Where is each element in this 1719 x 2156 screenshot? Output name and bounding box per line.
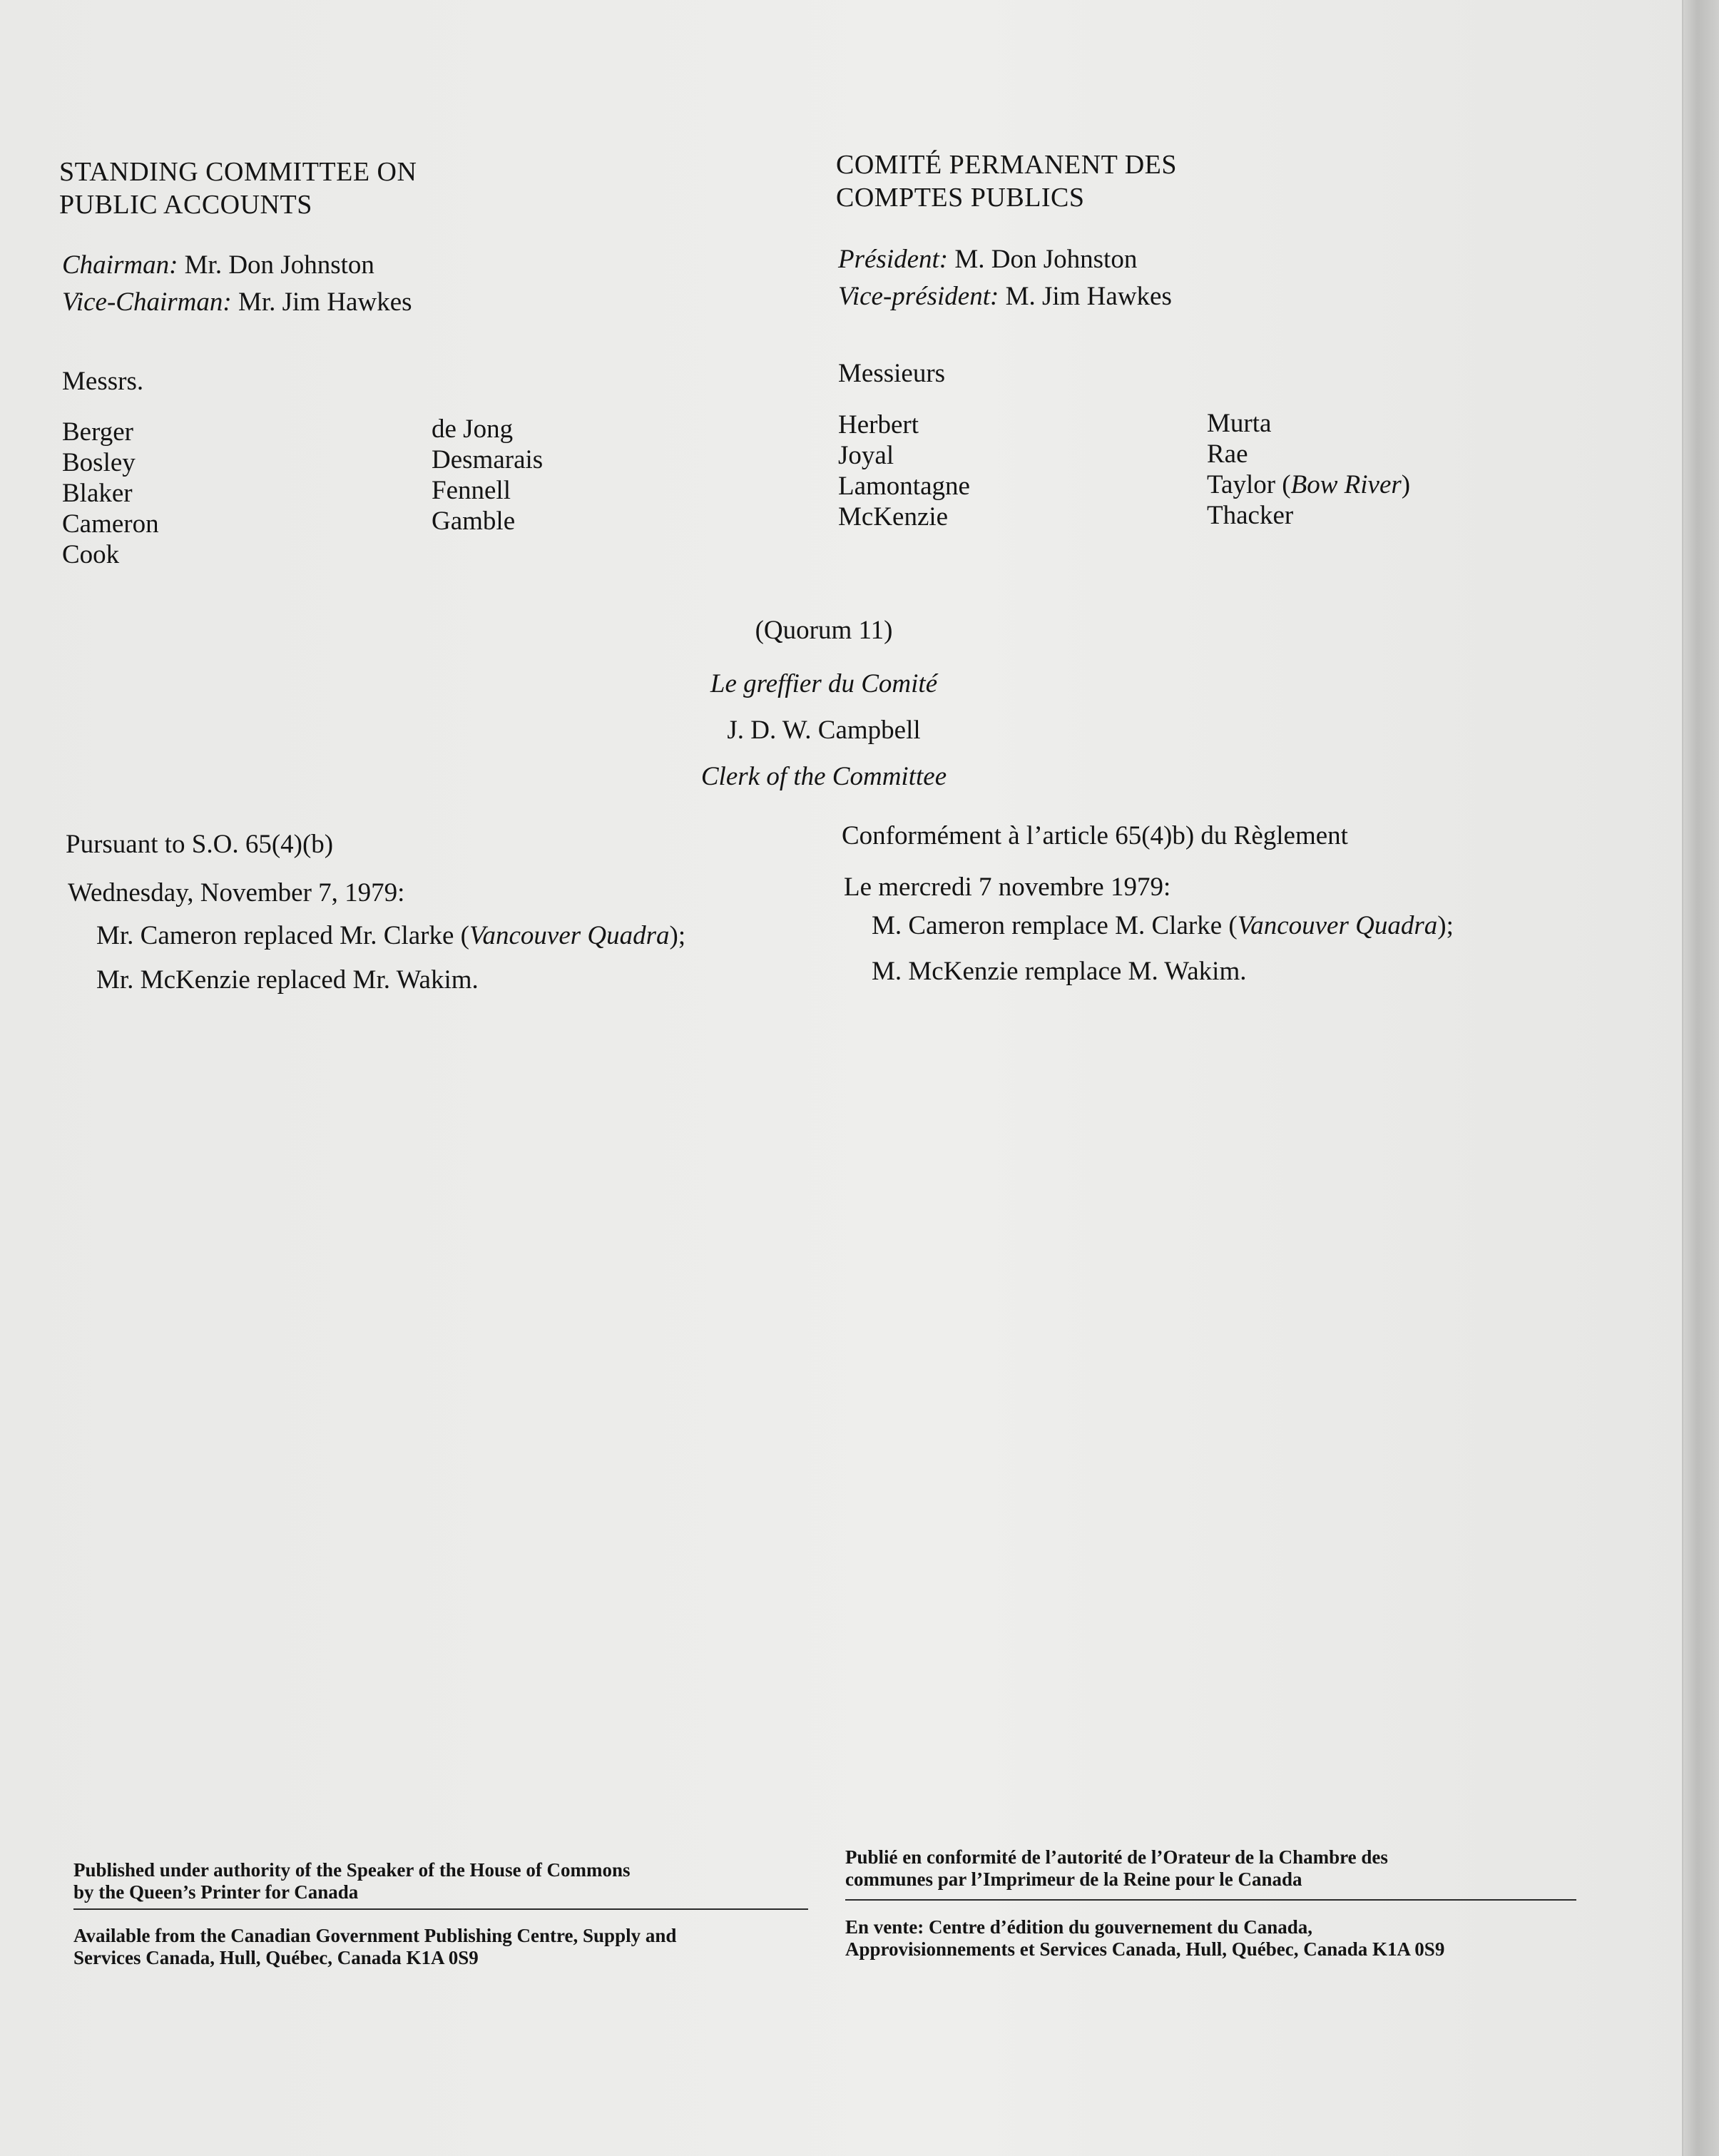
member-name: Cook	[62, 540, 120, 569]
riding-name: Vancouver Quadra	[469, 921, 670, 950]
french-footer-divider	[845, 1899, 1576, 1901]
french-replacement-1: M. Cameron remplace M. Clarke (Vancouver Quadra);	[872, 911, 1454, 940]
french-members-heading: Messieurs	[838, 359, 946, 388]
member-name: Bosley	[62, 448, 136, 477]
french-committee-title-line-1: COMITÉ PERMANENT DES	[836, 150, 1177, 180]
riding-name: Vancouver Quadra	[1237, 911, 1438, 940]
member-name: Cameron	[62, 509, 159, 539]
french-chairman-label: Président:	[838, 245, 949, 274]
french-chairman	[838, 244, 1137, 275]
french-vice-chairman-name: M. Jim Hawkes	[1005, 282, 1172, 311]
clerk-label-french: Le greffier du Comité	[710, 669, 938, 698]
french-vice-chairman	[838, 281, 1172, 312]
english-replacement-1: Mr. Cameron replaced Mr. Clarke (Vancouver Quadra);	[96, 921, 686, 950]
member-name: Desmarais	[432, 445, 544, 474]
english-vice-chairman	[62, 287, 412, 318]
english-chairman-label: Chairman:	[62, 250, 178, 280]
member-name: Murta	[1207, 409, 1272, 438]
member-name-taylor: Taylor (Bow River)	[1207, 470, 1411, 499]
member-name: Rae	[1207, 439, 1248, 469]
english-published-notice: Published under authority of the Speaker of the House of Commons by the Queen’s Printer for Canada	[73, 1859, 631, 1903]
clerk-label-english: Clerk of the Committee	[700, 762, 947, 791]
english-committee-title	[59, 156, 417, 221]
french-date: Le mercredi 7 novembre 1979:	[844, 873, 1171, 902]
page-edge-shadow	[1682, 0, 1719, 2156]
french-committee-title-line-2: COMPTES PUBLICS	[836, 183, 1085, 213]
english-members-heading: Messrs.	[62, 367, 144, 396]
member-name: Gamble	[432, 507, 516, 536]
member-name: Lamontagne	[838, 472, 970, 501]
member-name: Blaker	[62, 479, 133, 508]
quorum: (Quorum 11)	[755, 616, 893, 645]
english-replacement-2: Mr. McKenzie replaced Mr. Wakim.	[96, 965, 479, 995]
french-members-col2	[1207, 408, 1410, 531]
member-name: Joyal	[838, 441, 894, 470]
english-committee-title-line-2: PUBLIC ACCOUNTS	[59, 190, 312, 220]
english-vice-chairman-name: Mr. Jim Hawkes	[238, 288, 412, 317]
french-replacement-2: M. McKenzie remplace M. Wakim.	[872, 957, 1247, 986]
french-published-notice: Publié en conformité de l’autorité de l’Orateur de la Chambre des communes par l’Imprimeur de la Reine pour le Canada	[845, 1846, 1388, 1890]
french-vice-chairman-label: Vice-président:	[838, 282, 999, 311]
french-available-notice: En vente: Centre d’édition du gouvernement du Canada, Approvisionnements et Services Canada, Hull, Québec, Canada K1A 0S9	[845, 1916, 1445, 1960]
member-name: Thacker	[1207, 501, 1294, 530]
english-chairman	[62, 250, 374, 281]
english-footer-divider	[73, 1908, 808, 1910]
member-name: Fennell	[432, 476, 511, 505]
english-members-col1	[62, 417, 159, 570]
english-date: Wednesday, November 7, 1979:	[68, 878, 405, 907]
clerk-name: J. D. W. Campbell	[727, 716, 921, 745]
member-name: de Jong	[432, 415, 514, 444]
english-available-notice: Available from the Canadian Government Publishing Centre, Supply and Services Canada, Hull, Québec, Canada K1A 0S9	[73, 1925, 677, 1968]
member-name: Berger	[62, 417, 133, 447]
english-committee-title-line-1: STANDING COMMITTEE ON	[59, 157, 417, 187]
member-name: Herbert	[838, 410, 919, 439]
english-chairman-name: Mr. Don Johnston	[184, 250, 374, 280]
english-members-col2	[432, 414, 543, 537]
french-committee-title	[836, 148, 1177, 214]
member-name: McKenzie	[838, 502, 949, 532]
english-pursuant: Pursuant to S.O. 65(4)(b)	[66, 830, 334, 859]
english-vice-chairman-label: Vice-Chairman:	[62, 288, 232, 317]
french-members-col1	[838, 410, 970, 532]
riding-name: Bow River	[1290, 470, 1402, 499]
french-pursuant: Conformément à l’article 65(4)b) du Règlement	[842, 821, 1348, 850]
french-chairman-name: M. Don Johnston	[954, 245, 1138, 274]
